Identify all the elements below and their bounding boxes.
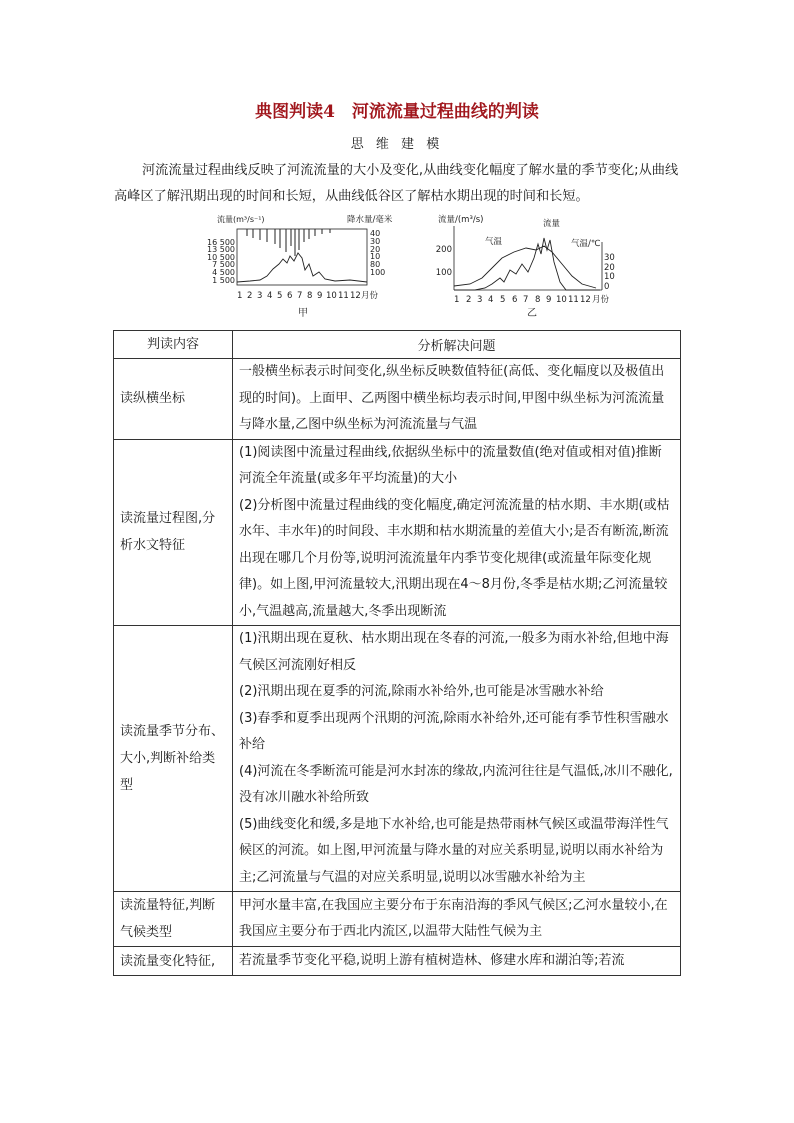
jia-left-tick: 4 500 (212, 268, 235, 277)
analysis-table (113, 330, 681, 976)
row-content (233, 626, 681, 892)
yi-x-tick: 7 (523, 295, 529, 305)
table-row (114, 892, 681, 947)
row-label: 读流量变化特征, (114, 947, 233, 976)
jia-right-tick: 40 (370, 229, 381, 238)
figure-yi (430, 212, 635, 326)
jia-left-tick: 16 500 (207, 238, 235, 247)
jia-right-tick: 100 (370, 268, 386, 277)
yi-x-tick: 10 (556, 295, 567, 305)
yi-right-tick: 10 (604, 272, 615, 282)
content-line: (1)汛期出现在夏秋、枯水期出现在冬春的河流,一般多为雨水补给,但地中海气候区河流刚好相反 (239, 631, 669, 673)
jia-right-tick: 30 (370, 237, 381, 246)
yi-temp-line (454, 246, 596, 288)
yi-x-tick: 11 (568, 295, 579, 305)
intro-paragraph: 河流流量过程曲线反映了河流流量的大小及变化,从曲线变化幅度了解水量的季节变化;从曲线高峰区了解汛期出现的时间和长短，从曲线低谷区了解枯水期出现的时间和长短。 (114, 163, 679, 204)
jia-plot-frame (237, 229, 367, 285)
table-row (114, 626, 681, 892)
jia-x-tick: 12 (350, 291, 361, 301)
jia-x-tick: 1 (237, 291, 243, 301)
table-row (114, 359, 681, 440)
jia-right-tick: 20 (370, 245, 381, 254)
jia-right-tick: 80 (370, 260, 381, 269)
table-header-cell: 分析解决问题 (233, 331, 681, 359)
yi-left-axis-label: 流量/(m³/s) (438, 215, 484, 225)
jia-precip-bars (247, 229, 330, 256)
table-row (114, 439, 681, 626)
figure-jia (205, 212, 415, 326)
row-label: 读流量过程图,分析水文特征 (114, 439, 233, 626)
yi-right-axis-label: 气温/℃ (571, 239, 601, 249)
content-line: (1)阅读图中流量过程曲线,依据纵坐标中的流量数值(绝对值或相对值)推断河流全年流量(或多年平均流量)的大小 (239, 444, 662, 486)
content-line: 甲河水量丰富,在我国应主要分布于东南沿海的季风气候区;乙河水量较小,在我国应主要分布于西北内流区,以温带大陆性气候为主 (239, 897, 668, 939)
yi-x-tick: 12 (580, 295, 591, 305)
yi-x-tick: 9 (546, 295, 552, 305)
jia-left-axis-label: 流量(m³/s⁻¹) (217, 215, 265, 224)
jia-right-tick: 10 (370, 252, 381, 261)
jia-x-unit: 月份 (361, 291, 379, 301)
jia-x-tick: 7 (297, 291, 303, 301)
jia-left-tick: 10 500 (207, 253, 235, 262)
yi-x-tick: 6 (512, 295, 518, 305)
yi-right-tick: 0 (604, 282, 610, 292)
content-line: 一般横坐标表示时间变化,纵坐标反映数值特征(高低、变化幅度以及极值出现的时间)。上面甲、乙两图中横坐标均表示时间,甲图中纵坐标为河流流量与降水量,乙图中纵坐标为河流流量与气温 (239, 364, 665, 432)
row-content (233, 439, 681, 626)
content-line: (3)春季和夏季出现两个汛期的河流,除雨水补给外,还可能有季节性积雪融水补给 (239, 710, 669, 752)
table-row (114, 947, 681, 976)
jia-right-axis-label: 降水量/毫米 (347, 215, 393, 225)
jia-x-tick: 3 (257, 291, 263, 301)
jia-x-tick: 11 (338, 291, 349, 301)
yi-series-label-flow: 流量 (543, 219, 561, 229)
jia-left-tick: 7 500 (212, 260, 235, 269)
yi-x-tick: 4 (488, 295, 494, 305)
jia-x-tick: 5 (277, 291, 283, 301)
yi-x-tick: 5 (500, 295, 506, 305)
jia-x-tick: 4 (267, 291, 273, 301)
yi-right-tick: 20 (604, 263, 615, 273)
yi-x-tick: 2 (466, 295, 472, 305)
row-label: 读流量特征,判断气候类型 (114, 892, 233, 947)
content-line: (2)汛期出现在夏季的河流,除雨水补给外,也可能是冰雪融水补给 (239, 684, 604, 699)
yi-left-tick: 100 (435, 268, 452, 278)
content-line: (4)河流在冬季断流可能是河水封冻的缘故,内流河往往是气温低,冰川不融化,没有冰川融水补给所致 (239, 763, 673, 805)
page-title: 典图判读4 河流流量过程曲线的判读 (255, 102, 539, 122)
content-line: (5)曲线变化和缓,多是地下水补给,也可能是热带雨林气候区或温带海洋性气候区的河流。如上图,甲河流量与降水量的对应关系明显,说明以雨水补给为主;乙河流量与气温的对应关系明显,说明以冰雪融水补给为主 (239, 816, 669, 885)
row-label: 读流量季节分布、大小,判断补给类型 (114, 626, 233, 892)
yi-x-unit: 月份 (592, 295, 610, 305)
chart-jia (205, 212, 415, 322)
yi-x-tick: 3 (477, 295, 483, 305)
jia-caption: 甲 (298, 308, 308, 319)
row-content (233, 947, 681, 976)
table-header-cell: 判读内容 (114, 331, 233, 359)
content-line: 若流量季节变化平稳,说明上游有植树造林、修建水库和湖泊等;若流 (239, 952, 625, 968)
jia-x-tick: 2 (247, 291, 253, 301)
jia-left-tick: 1 500 (212, 276, 235, 285)
jia-x-tick: 8 (307, 291, 313, 301)
row-content (233, 359, 681, 440)
jia-x-tick: 6 (287, 291, 293, 301)
table-header-row (114, 331, 681, 359)
content-line: (2)分析图中流量过程曲线的变化幅度,确定河流流量的枯水期、丰水期(或枯水年、丰水年)的时间段、丰水期和枯水期流量的差值大小;是否有断流,断流出现在哪几个月份等,说明河流流量年内季节变化规律(或流量年际变化规律)。如上图,甲河流量较大,汛期出现在4～8月份,冬季是枯水期;乙河流量较小,气温越高,流量越大,冬季出现断流 (239, 497, 670, 619)
yi-right-tick: 30 (604, 253, 615, 263)
yi-series-label-temp: 气温 (485, 237, 503, 247)
row-content (233, 892, 681, 947)
chart-yi (430, 212, 635, 322)
jia-x-tick: 9 (317, 291, 323, 301)
jia-left-tick: 13 500 (207, 245, 235, 254)
jia-flow-line (237, 253, 367, 282)
yi-caption: 乙 (527, 308, 537, 319)
jia-x-tick: 10 (326, 291, 337, 301)
row-label: 读纵横坐标 (114, 359, 233, 440)
yi-x-tick: 1 (454, 295, 460, 305)
yi-x-tick: 8 (535, 295, 541, 305)
section-subtitle: 思 维 建 模 (350, 137, 444, 152)
yi-left-tick: 200 (435, 245, 452, 255)
